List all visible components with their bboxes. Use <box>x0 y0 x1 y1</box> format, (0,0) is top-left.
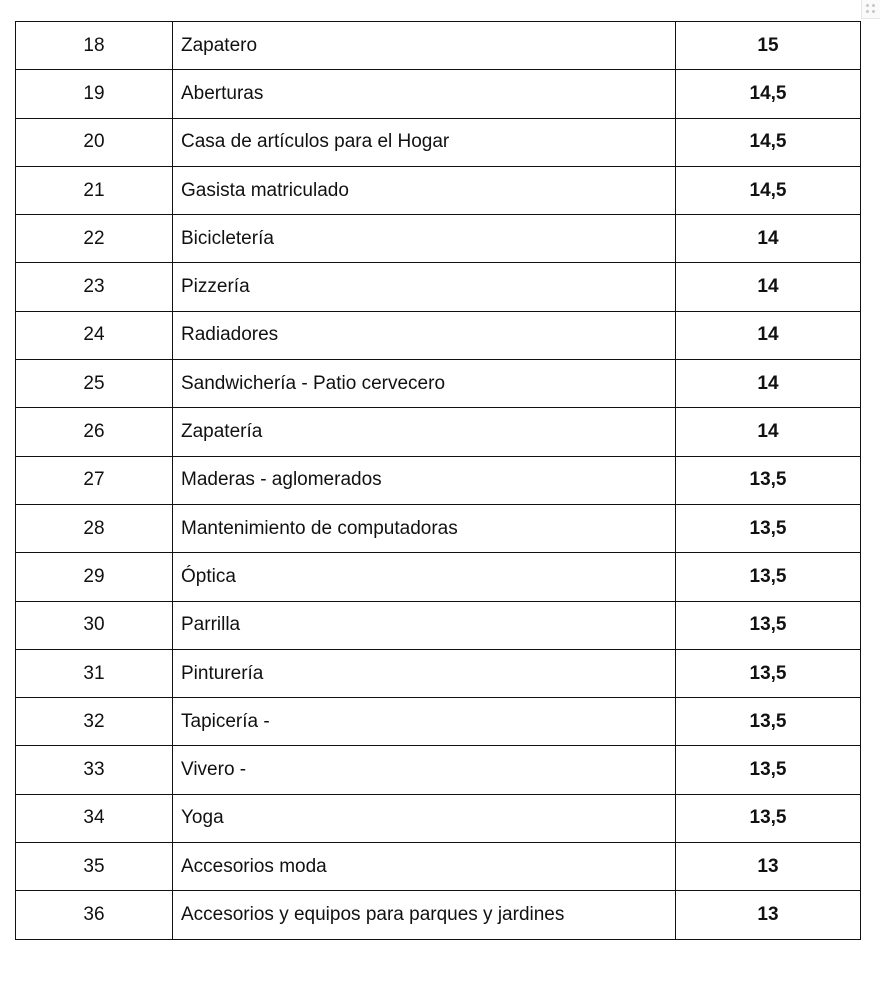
score-value: 13,5 <box>676 794 861 842</box>
business-name: Bicicletería <box>173 215 676 263</box>
table-row <box>16 456 861 504</box>
row-number: 19 <box>16 70 173 118</box>
row-number: 18 <box>16 22 173 70</box>
business-name: Óptica <box>173 553 676 601</box>
row-number: 32 <box>16 698 173 746</box>
row-number: 33 <box>16 746 173 794</box>
score-value: 14 <box>676 215 861 263</box>
business-name: Accesorios y equipos para parques y jardines <box>173 891 676 939</box>
table-row <box>16 649 861 697</box>
table-row <box>16 263 861 311</box>
business-name: Parrilla <box>173 601 676 649</box>
table-row <box>16 891 861 939</box>
row-number: 23 <box>16 263 173 311</box>
row-number: 22 <box>16 215 173 263</box>
business-name: Mantenimiento de computadoras <box>173 504 676 552</box>
business-name: Zapatero <box>173 22 676 70</box>
row-number: 36 <box>16 891 173 939</box>
score-value: 13,5 <box>676 456 861 504</box>
business-name: Sandwichería - Patio cervecero <box>173 360 676 408</box>
score-value: 14 <box>676 263 861 311</box>
score-value: 14,5 <box>676 70 861 118</box>
table-row <box>16 22 861 70</box>
row-number: 34 <box>16 794 173 842</box>
handle-dot <box>866 10 869 13</box>
score-value: 13,5 <box>676 601 861 649</box>
business-name: Vivero - <box>173 746 676 794</box>
table-row <box>16 843 861 891</box>
row-number: 27 <box>16 456 173 504</box>
business-name: Pinturería <box>173 649 676 697</box>
table-row <box>16 166 861 214</box>
table-body <box>16 22 861 940</box>
handle-dot <box>866 4 869 7</box>
table-row <box>16 360 861 408</box>
business-name: Accesorios moda <box>173 843 676 891</box>
business-name: Yoga <box>173 794 676 842</box>
score-value: 13 <box>676 843 861 891</box>
score-value: 13,5 <box>676 698 861 746</box>
row-number: 25 <box>16 360 173 408</box>
business-name: Casa de artículos para el Hogar <box>173 118 676 166</box>
row-number: 24 <box>16 311 173 359</box>
score-value: 14,5 <box>676 166 861 214</box>
ranking-table <box>15 21 861 940</box>
row-number: 20 <box>16 118 173 166</box>
score-value: 14,5 <box>676 118 861 166</box>
handle-dot <box>872 4 875 7</box>
table-row <box>16 746 861 794</box>
table-row <box>16 70 861 118</box>
row-number: 35 <box>16 843 173 891</box>
row-number: 21 <box>16 166 173 214</box>
score-value: 13,5 <box>676 746 861 794</box>
score-value: 14 <box>676 408 861 456</box>
score-value: 14 <box>676 311 861 359</box>
score-value: 14 <box>676 360 861 408</box>
business-name: Maderas - aglomerados <box>173 456 676 504</box>
row-number: 29 <box>16 553 173 601</box>
table-row <box>16 504 861 552</box>
table-row <box>16 698 861 746</box>
business-name: Radiadores <box>173 311 676 359</box>
score-value: 15 <box>676 22 861 70</box>
business-name: Zapatería <box>173 408 676 456</box>
business-name: Pizzería <box>173 263 676 311</box>
row-number: 26 <box>16 408 173 456</box>
handle-dot <box>872 10 875 13</box>
table-row <box>16 118 861 166</box>
business-name: Tapicería - <box>173 698 676 746</box>
row-number: 31 <box>16 649 173 697</box>
score-value: 13,5 <box>676 553 861 601</box>
score-value: 13,5 <box>676 649 861 697</box>
table-row <box>16 794 861 842</box>
table-row <box>16 408 861 456</box>
table-row <box>16 311 861 359</box>
drag-handle-icon[interactable] <box>861 0 880 19</box>
business-name: Gasista matriculado <box>173 166 676 214</box>
score-value: 13,5 <box>676 504 861 552</box>
score-value: 13 <box>676 891 861 939</box>
row-number: 30 <box>16 601 173 649</box>
row-number: 28 <box>16 504 173 552</box>
business-name: Aberturas <box>173 70 676 118</box>
table-row <box>16 553 861 601</box>
table-row <box>16 601 861 649</box>
table-row <box>16 215 861 263</box>
